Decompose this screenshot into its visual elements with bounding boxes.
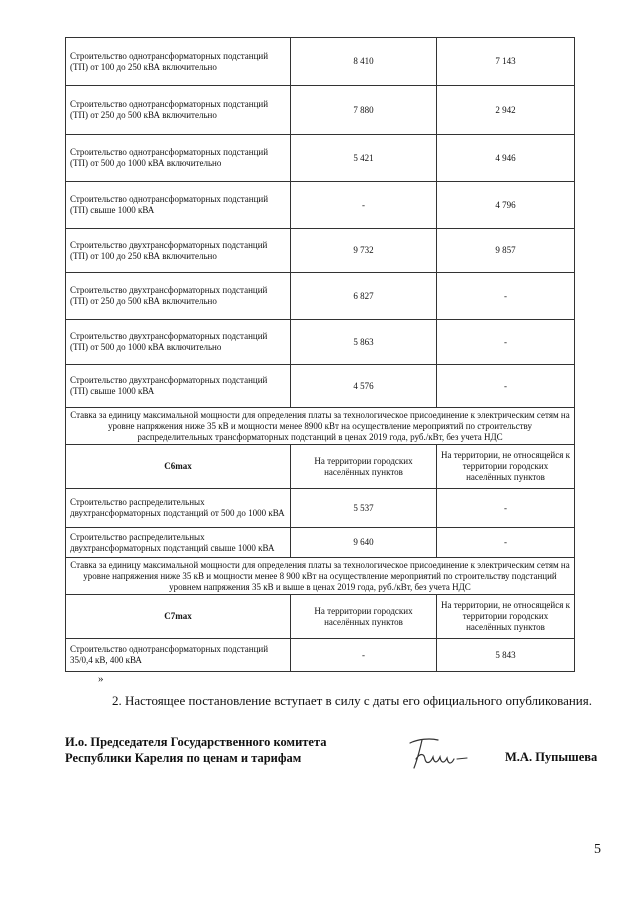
row-value-noncity: - [437,320,575,365]
table-row [66,135,575,182]
row-value-noncity: 4 796 [437,182,575,229]
row-name: Строительство однотрансформаторных подстанций 35/0,4 кВ, 400 кВА [66,639,291,672]
section-7-header-row [66,595,575,639]
row-value-city: - [291,182,437,229]
row-name: Строительство однотрансформаторных подстанций (ТП) от 100 до 250 кВА включительно [66,38,291,86]
tariff-table [65,37,575,672]
paragraph-effective-date: 2. Настоящее постановление вступает в силу с даты его официального опубликования. [112,693,592,708]
row-name: Строительство двухтрансформаторных подстанций (ТП) свыше 1000 кВА [66,365,291,408]
row-value-noncity: 9 857 [437,229,575,273]
row-name: Строительство однотрансформаторных подстанций (ТП) от 500 до 1000 кВА включительно [66,135,291,182]
row-name: Строительство двухтрансформаторных подстанций (ТП) от 500 до 1000 кВА включительно [66,320,291,365]
table-row [66,320,575,365]
table-row [66,229,575,273]
table-row [66,86,575,135]
section-6-title: Ставка за единицу максимальной мощности для определения платы за технологическое присоединение к электрическим сетям на уровне напряжения ниже 35 кВ и мощности менее 8900 кВт на осуществление мероприятий по строительству распределительных трансформаторных подстанций в ценах 2019 года, руб./кВт, без учета НДС [66,408,575,445]
section-6-title-row [66,408,575,445]
section-6-col-noncity: На территории, не относящейся к территории городских населённых пунктов [437,445,575,489]
row-value-noncity: - [437,365,575,408]
signatory-name: М.А. Пупышева [505,750,598,764]
table-row [66,38,575,86]
signatory-title-line-2: Республики Карелия по ценам и тарифам [65,751,302,765]
table-row [66,528,575,558]
section-6-header-row [66,445,575,489]
section-6-col-city: На территории городских населённых пунктов [291,445,437,489]
handwritten-signature [404,733,476,775]
row-value-noncity: - [437,528,575,558]
section-6-label: C6max [66,445,291,489]
row-name: Строительство распределительных двухтрансформаторных подстанций свыше 1000 кВА [66,528,291,558]
section-7-col-city: На территории городских населённых пунктов [291,595,437,639]
row-name: Строительство распределительных двухтрансформаторных подстанций от 500 до 1000 кВА [66,489,291,528]
row-value-city: 5 537 [291,489,437,528]
row-value-city: - [291,639,437,672]
row-value-city: 9 732 [291,229,437,273]
page-number: 5 [594,842,601,857]
section-7-col-noncity: На территории, не относящейся к территории городских населённых пунктов [437,595,575,639]
section-7-title: Ставка за единицу максимальной мощности для определения платы за технологическое присоединение к электрическим сетям на уровне напряжения ниже 35 кВ и мощности менее 8 900 кВт на осуществление мероприятий по строительству подстанций уровнем напряжения 35 кВ и выше в ценах 2019 года, руб./кВт, без учета НДС [66,558,575,595]
table-row [66,489,575,528]
signatory-title [65,734,327,766]
row-value-city: 5 421 [291,135,437,182]
row-value-city: 7 880 [291,86,437,135]
row-name: Строительство двухтрансформаторных подстанций (ТП) от 250 до 500 кВА включительно [66,273,291,320]
row-value-noncity: 7 143 [437,38,575,86]
row-value-city: 6 827 [291,273,437,320]
closing-quote: » [98,673,104,685]
row-value-noncity: 5 843 [437,639,575,672]
row-value-city: 4 576 [291,365,437,408]
signatory-title-line-1: И.о. Председателя Государственного комитета [65,735,327,749]
table-row [66,639,575,672]
row-value-noncity: 2 942 [437,86,575,135]
table-row [66,273,575,320]
row-value-city: 5 863 [291,320,437,365]
row-name: Строительство однотрансформаторных подстанций (ТП) от 250 до 500 кВА включительно [66,86,291,135]
section-7-label: C7max [66,595,291,639]
row-value-noncity: 4 946 [437,135,575,182]
row-value-city: 8 410 [291,38,437,86]
row-name: Строительство однотрансформаторных подстанций (ТП) свыше 1000 кВА [66,182,291,229]
row-name: Строительство двухтрансформаторных подстанций (ТП) от 100 до 250 кВА включительно [66,229,291,273]
table-row [66,365,575,408]
table-row [66,182,575,229]
row-value-noncity: - [437,489,575,528]
row-value-noncity: - [437,273,575,320]
section-7-title-row [66,558,575,595]
row-value-city: 9 640 [291,528,437,558]
